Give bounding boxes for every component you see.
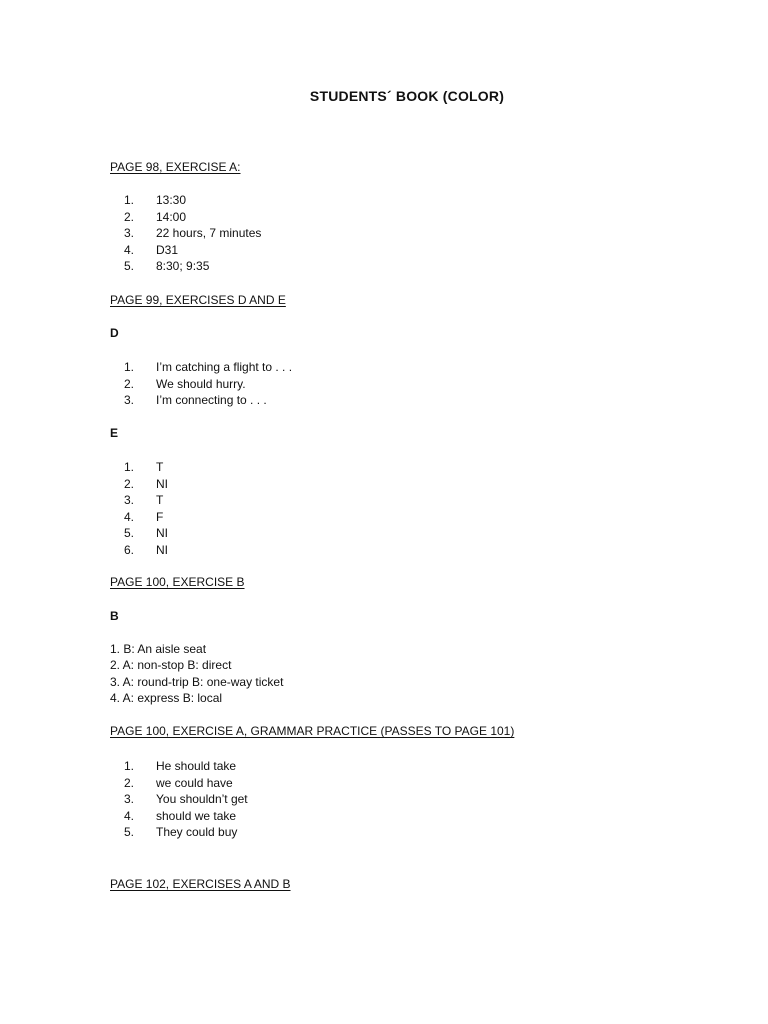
list-item: 5. 8:30; 9:35 bbox=[123, 259, 210, 274]
document-title: STUDENTS´ BOOK (COLOR) bbox=[309, 88, 505, 104]
list-item: 6. NI bbox=[123, 542, 168, 557]
section-heading-page-102: PAGE 102, EXERCISES A AND B bbox=[110, 877, 291, 891]
list-item: 2. 14:00 bbox=[123, 209, 187, 224]
part-letter-b: B bbox=[110, 609, 119, 623]
list-item: 5. They could buy bbox=[123, 825, 238, 840]
answer-list-part-e bbox=[110, 459, 168, 559]
answer-list-part-d bbox=[110, 359, 292, 409]
list-item: 4. D31 bbox=[123, 242, 179, 257]
section-heading-grammar-practice: PAGE 100, EXERCISE A, GRAMMAR PRACTICE (PASSES TO PAGE 101) bbox=[110, 724, 515, 738]
list-item: 5. NI bbox=[123, 526, 168, 541]
list-item: 1. He should take bbox=[123, 759, 237, 773]
part-letter-e: E bbox=[110, 426, 119, 440]
list-item: 4. should we take bbox=[123, 808, 237, 823]
list-item: 2. A: non-stop B: direct bbox=[110, 658, 232, 673]
list-item: 3. T bbox=[123, 493, 164, 508]
list-item: 3. 22 hours, 7 minutes bbox=[123, 226, 262, 241]
answer-list-grammar-practice bbox=[110, 758, 248, 841]
list-item: 4. F bbox=[123, 509, 164, 524]
list-item: 1. B: An aisle seat bbox=[110, 642, 207, 656]
list-item: 3. You shouldn’t get bbox=[123, 792, 248, 807]
list-item: 3. I’m connecting to . . . bbox=[123, 393, 267, 408]
list-item: 4. A: express B: local bbox=[110, 690, 223, 705]
list-item: 3. A: round-trip B: one-way ticket bbox=[110, 674, 284, 689]
list-item: 2. we could have bbox=[123, 775, 233, 790]
section-heading-page-99: PAGE 99, EXERCISES D AND E bbox=[110, 293, 286, 307]
part-letter-d: D bbox=[110, 326, 119, 340]
answer-lines-page-100-b bbox=[110, 641, 283, 706]
list-item: 1. T bbox=[123, 460, 164, 474]
section-heading-page-100-b: PAGE 100, EXERCISE B bbox=[110, 575, 245, 589]
list-item: 1. 13:30 bbox=[123, 193, 187, 207]
section-heading-page-98: PAGE 98, EXERCISE A: bbox=[110, 160, 241, 174]
answer-list-page-98 bbox=[110, 192, 261, 275]
list-item: 2. NI bbox=[123, 476, 168, 491]
list-item: 1. I’m catching a flight to . . . bbox=[123, 360, 293, 374]
list-item: 2. We should hurry. bbox=[123, 376, 246, 391]
